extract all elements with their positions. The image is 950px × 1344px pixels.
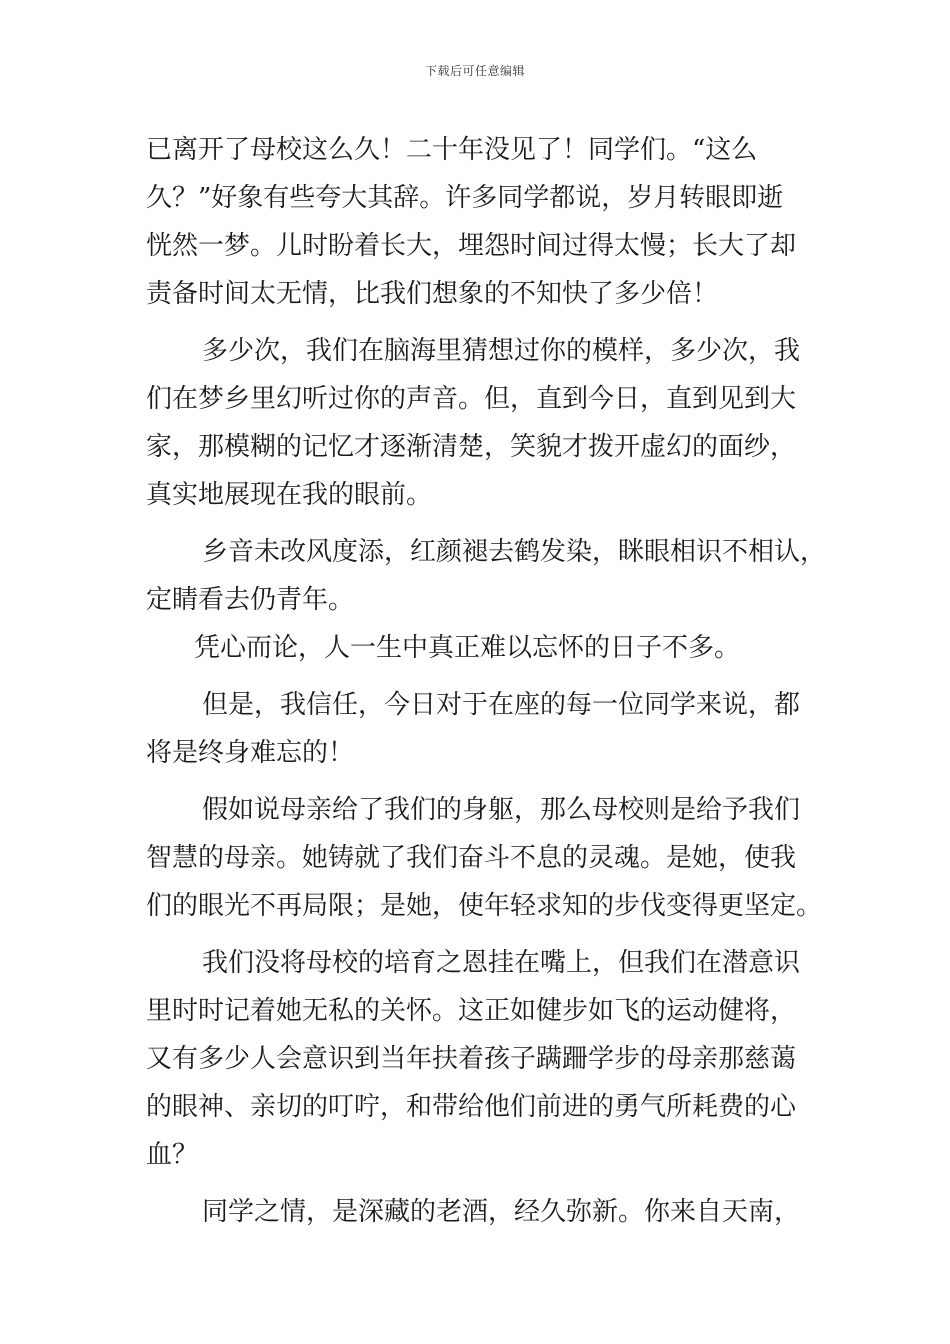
text-line: 定睛看去仍青年。 [146, 585, 355, 615]
text-line: 又有多少人会意识到当年扶着孩子蹒跚学步的母亲那慈蔼 [146, 1044, 797, 1074]
document-body [146, 126, 836, 1236]
text-line: 将是终身难忘的！ [146, 738, 355, 768]
text-line: 但是，我信任，今日对于在座的每一位同学来说，都 [202, 690, 801, 720]
text-line: 的眼神、亲切的叮咛，和带给他们前进的勇气所耗费的心 [146, 1092, 797, 1122]
text-line: 久？”好象有些夸大其辞。许多同学都说，岁月转眼即逝 [146, 183, 784, 213]
text-line: 们的眼光不再局限；是她，使年轻求知的步伐变得更坚定。 [146, 891, 823, 921]
page-header: 下载后可任意编辑 [424, 64, 525, 78]
text-line: 凭心而论，人一生中真正难以忘怀的日子不多。 [194, 633, 741, 663]
text-line: 责备时间太无情，比我们想象的不知快了多少倍！ [146, 279, 719, 309]
text-line: 里时时记着她无私的关怀。这正如健步如飞的运动健将， [146, 996, 797, 1026]
text-line: 们在梦乡里幻听过你的声音。但，直到今日，直到见到大 [146, 384, 797, 414]
text-line: 乡音未改风度添，红颜褪去鹤发染，眯眼相识不相认， [202, 537, 827, 567]
text-line: 我们没将母校的培育之恩挂在嘴上，但我们在潜意识 [202, 948, 801, 978]
text-line: 多少次，我们在脑海里猜想过你的模样，多少次，我 [202, 336, 801, 366]
text-line: 已离开了母校这么久！二十年没见了！同学们。“这么 [146, 135, 758, 165]
text-line: 恍然一梦。儿时盼着长大，埋怨时间过得太慢；长大了却 [146, 231, 797, 261]
text-line: 同学之情，是深藏的老酒，经久弥新。你来自天南， [202, 1197, 801, 1227]
text-line: 家，那模糊的记忆才逐渐清楚，笑貌才拨开虚幻的面纱， [146, 432, 797, 462]
text-line: 智慧的母亲。她铸就了我们奋斗不息的灵魂。是她，使我 [146, 843, 797, 873]
text-line: 假如说母亲给了我们的身躯，那么母校则是给予我们 [202, 795, 801, 825]
text-line: 真实地展现在我的眼前。 [146, 480, 433, 510]
text-line: 血？ [146, 1140, 199, 1170]
